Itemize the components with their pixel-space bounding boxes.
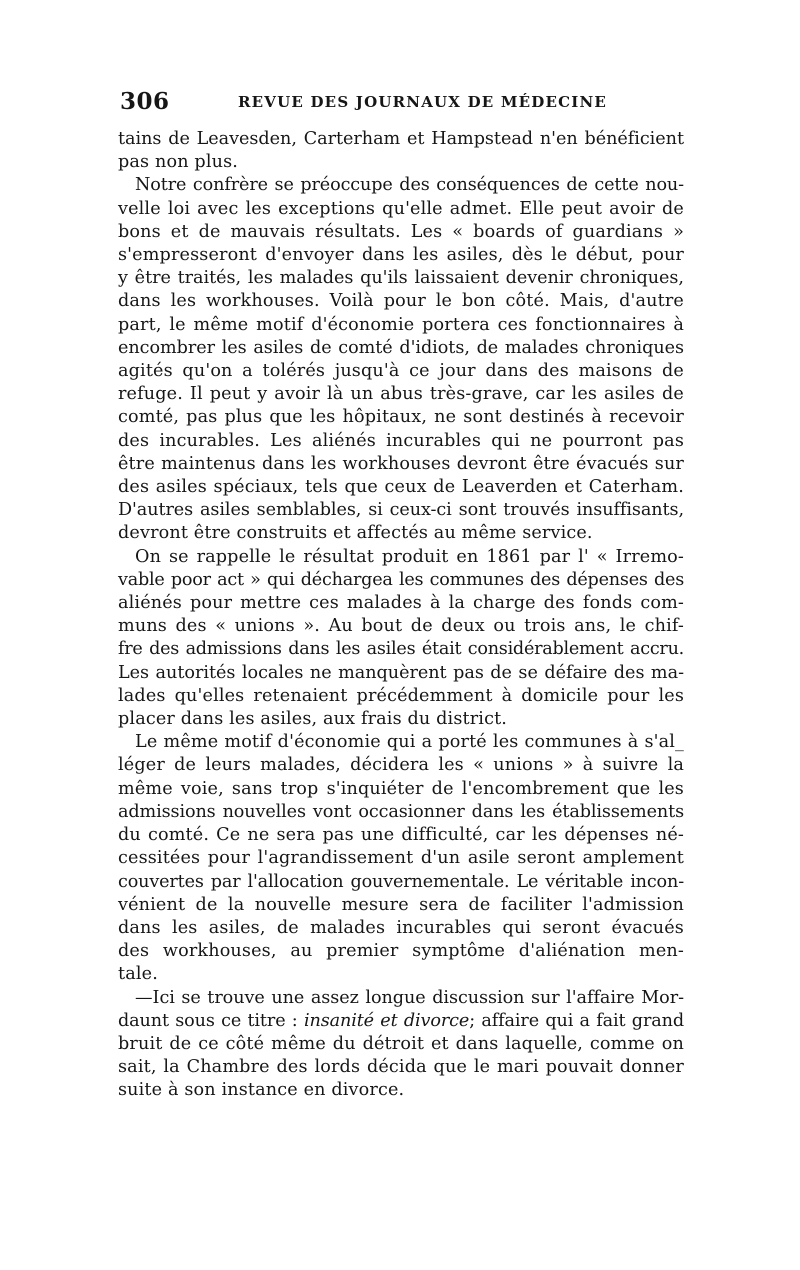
text-line: Notre confrère se préoccupe des conséquences de cette nou- bbox=[135, 175, 684, 196]
text-line: placer dans les asiles, aux frais du district. bbox=[118, 709, 508, 730]
text-line: bons et de mauvais résultats. Les « boards of guardians » bbox=[118, 221, 684, 242]
text-segment: ; affaire qui a fait grand bbox=[469, 1010, 684, 1031]
text-line: Le même motif d'économie qui a porté les communes à s'al_ bbox=[135, 732, 684, 753]
text-line: y être traités, les malades qu'ils laissaient devenir chroniques, bbox=[118, 268, 684, 289]
text-line: Les autorités locales ne manquèrent pas de se défaire des ma- bbox=[118, 662, 684, 683]
text-line: fre des admissions dans les asiles était considérablement accru. bbox=[118, 639, 684, 660]
text-line: encombrer les asiles de comté d'idiots, de malades chroniques bbox=[118, 337, 684, 358]
text-line: —Ici se trouve une assez longue discussion sur l'affaire Mor- bbox=[135, 987, 684, 1008]
text-line: couvertes par l'allocation gouvernementale. Le véritable incon- bbox=[118, 871, 684, 892]
text-line: cessitées pour l'agrandissement d'un asile seront amplement bbox=[118, 848, 684, 869]
italic-title: insanité et divorce bbox=[303, 1010, 470, 1031]
paragraph bbox=[118, 987, 684, 1103]
paragraph bbox=[118, 174, 684, 545]
text-line: des asiles spéciaux, tels que ceux de Leaverden et Caterham. bbox=[118, 477, 684, 498]
text-line: devront être construits et affectés au même service. bbox=[118, 523, 593, 544]
text-segment: daunt sous ce titre : bbox=[118, 1010, 304, 1031]
text-line: admissions nouvelles vont occasionner dans les établissements bbox=[118, 801, 684, 822]
text-line: aliénés pour mettre ces malades à la charge des fonds com- bbox=[118, 593, 684, 614]
running-head: REVUE DES JOURNAUX DE MÉDECINE bbox=[238, 93, 608, 111]
text-line: suite à son instance en divorce. bbox=[118, 1080, 405, 1101]
text-line: sait, la Chambre des lords décida que le mari pouvait donner bbox=[118, 1057, 684, 1078]
text-line: lades qu'elles retenaient précédemment à domicile pour les bbox=[118, 685, 684, 706]
text-line: D'autres asiles semblables, si ceux-ci sont trouvés insuffisants, bbox=[118, 500, 684, 521]
text-line: tains de Leavesden, Carterham et Hampstead n'en bénéficient bbox=[118, 129, 684, 149]
text-line: vénient de la nouvelle mesure sera de faciliter l'admission bbox=[118, 894, 684, 915]
text-line: agités qu'on a tolérés jusqu'à ce jour dans des maisons de bbox=[118, 361, 684, 382]
text-line: pas non plus. bbox=[118, 152, 239, 173]
text-line: part, le même motif d'économie portera ces fonctionnaires à bbox=[118, 314, 684, 335]
paragraph bbox=[118, 731, 684, 986]
text-line: velle loi avec les exceptions qu'elle admet. Elle peut avoir de bbox=[118, 198, 684, 219]
text-line: refuge. Il peut y avoir là un abus très-grave, car les asiles de bbox=[118, 384, 684, 405]
text-line: dans les asiles, de malades incurables qui seront évacués bbox=[118, 917, 684, 938]
text-line: vable poor act » qui déchargea les communes des dépenses des bbox=[118, 569, 684, 590]
text-line: du comté. Ce ne sera pas une difficulté, car les dépenses né- bbox=[118, 825, 684, 846]
page-number: 306 bbox=[120, 88, 170, 115]
text-line: tale. bbox=[118, 964, 158, 985]
text-line: bruit de ce côté même du détroit et dans laquelle, comme on bbox=[118, 1033, 684, 1054]
text-line: On se rappelle le résultat produit en 1861 par l' « Irremo- bbox=[135, 546, 684, 567]
page-header bbox=[118, 88, 684, 128]
text-line: des incurables. Les aliénés incurables qui ne pourront pas bbox=[118, 430, 684, 451]
document-page bbox=[118, 88, 684, 1103]
text-line: s'empresseront d'envoyer dans les asiles, dès le début, pour bbox=[118, 245, 684, 266]
text-line: des workhouses, au premier symptôme d'aliénation men- bbox=[118, 941, 684, 962]
text-line: même voie, sans trop s'inquiéter de l'encombrement que les bbox=[118, 778, 684, 799]
paragraph bbox=[118, 128, 684, 174]
text-line-with-italic bbox=[118, 1010, 684, 1033]
text-line: comté, pas plus que les hôpitaux, ne sont destinés à recevoir bbox=[118, 407, 684, 428]
text-line: être maintenus dans les workhouses devront être évacués sur bbox=[118, 453, 684, 474]
text-line: dans les workhouses. Voilà pour le bon côté. Mais, d'autre bbox=[118, 291, 684, 312]
text-line: muns des « unions ». Au bout de deux ou trois ans, le chif- bbox=[118, 616, 684, 637]
paragraph bbox=[118, 546, 684, 732]
text-line: léger de leurs malades, décidera les « unions » à suivre la bbox=[118, 755, 684, 776]
body-text bbox=[118, 128, 684, 1103]
